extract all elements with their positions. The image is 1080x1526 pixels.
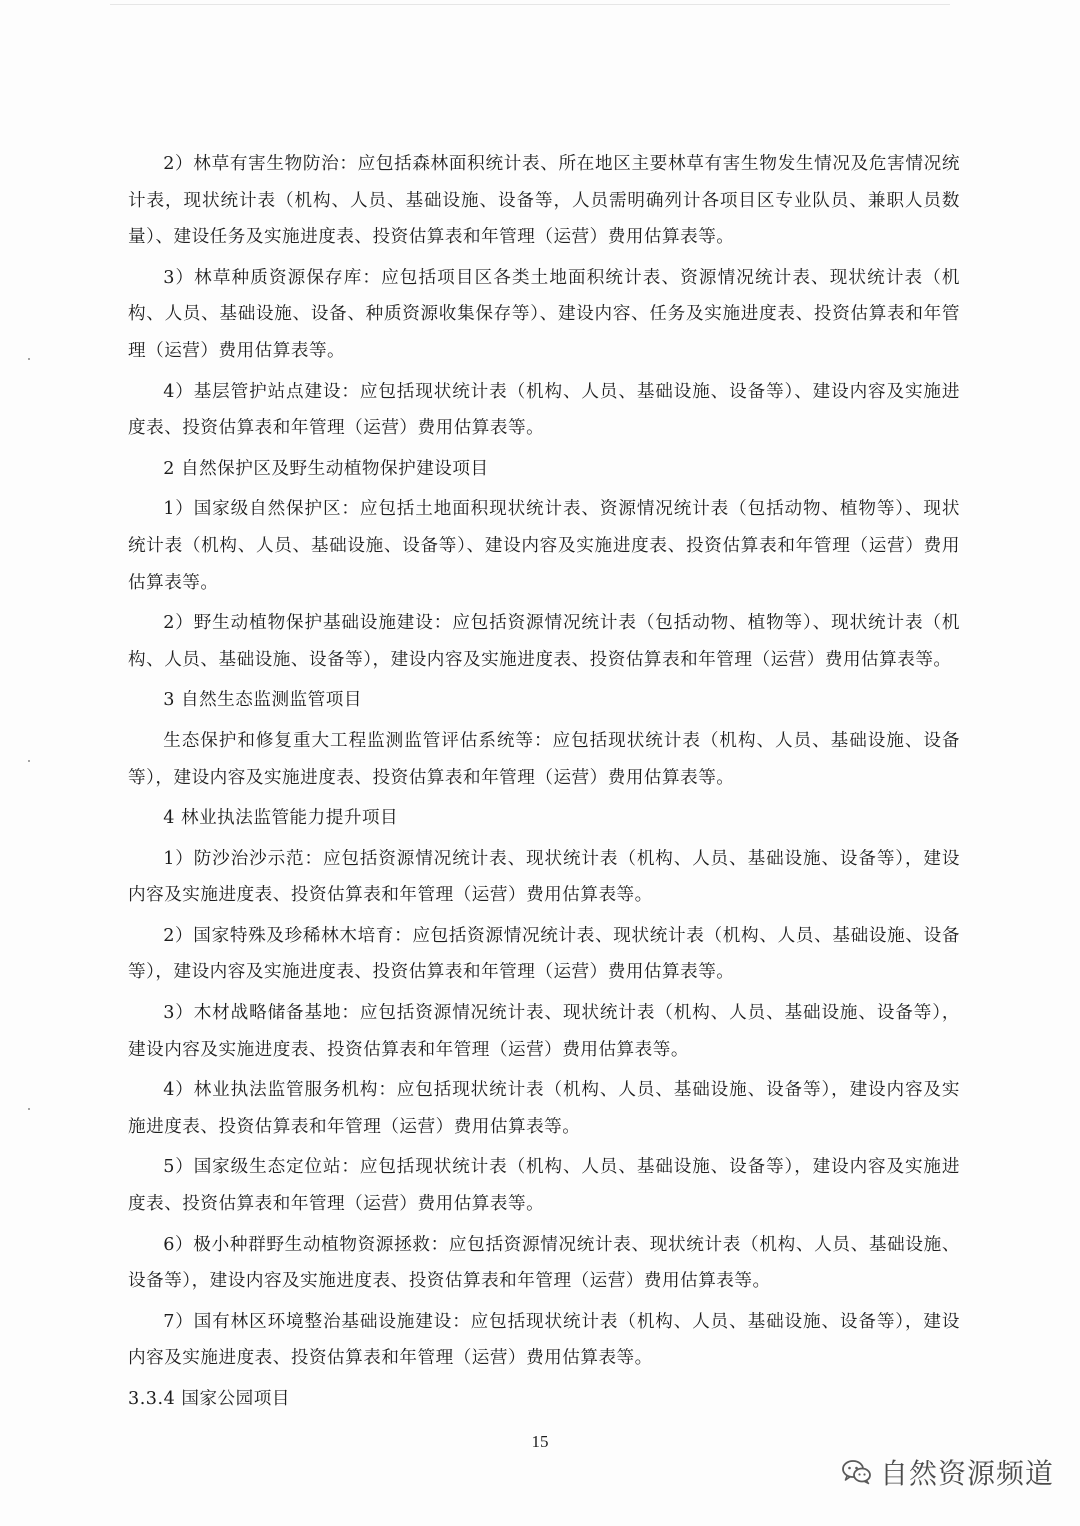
document-body [128,146,960,1422]
paragraph-timber-reserve: 3）木材战略储备基地：应包括资源情况统计表、现状统计表（机构、人员、基础设施、设备等），建设内容及实施进度表、投资估算表和年管理（运营）费用估算表等。 [128,1003,960,1060]
wechat-icon [842,1459,872,1485]
paragraph-pest-control: 2）林草有害生物防治：应包括森林面积统计表、所在地区主要林草有害生物发生情况及危害情况统计表，现状统计表（机构、人员、基础设施、设备等，人员需明确列计各项目区专业队员、兼职人员数量）、建设任务及实施进度表、投资估算表和年管理（运营）费用估算表等。 [128,154,960,248]
scan-speck [28,760,30,762]
paragraph-monitoring-system: 生态保护和修复重大工程监测监管评估系统等：应包括现状统计表（机构、人员、基础设施、设备等），建设内容及实施进度表、投资估算表和年管理（运营）费用估算表等。 [128,730,960,788]
page-number: 15 [531,1432,549,1451]
paragraph-enforcement-agency: 4）林业执法监管服务机构：应包括现状统计表（机构、人员、基础设施、设备等），建设内容及实施进度表、投资估算表和年管理（运营）费用估算表等。 [128,1080,960,1137]
paragraph-germplasm-bank: 3）林草种质资源保存库：应包括项目区各类土地面积统计表、资源情况统计表、现状统计表（机构、人员、基础设施、设备、种质资源收集保存等）、建设内容、任务及实施进度表、投资估算表和年管理（运营）费用估算表等。 [128,267,960,361]
paragraph-wildlife-infrastructure: 2）野生动植物保护基础设施建设：应包括资源情况统计表（包括动物、植物等）、现状统计表（机构、人员、基础设施、设备等），建设内容及实施进度表、投资估算表和年管理（运营）费用估算表等。 [128,613,960,670]
scan-speck [28,1108,30,1110]
scan-top-edge [110,4,950,5]
paragraph-grassroots-stations: 4）基层管护站点建设：应包括现状统计表（机构、人员、基础设施、设备等）、建设内容及实施进度表、投资估算表和年管理（运营）费用估算表等。 [128,381,960,439]
paragraph-desertification: 1）防沙治沙示范：应包括资源情况统计表、现状统计表（机构、人员、基础设施、设备等），建设内容及实施进度表、投资估算表和年管理（运营）费用估算表等。 [128,848,960,906]
paragraph-species-rescue: 6）极小种群野生动植物资源拯救：应包括资源情况统计表、现状统计表（机构、人员、基础设施、设备等），建设内容及实施进度表、投资估算表和年管理（运营）费用估算表等。 [128,1234,960,1292]
paragraph-ecological-station: 5）国家级生态定位站：应包括现状统计表（机构、人员、基础设施、设备等），建设内容及实施进度表、投资估算表和年管理（运营）费用估算表等。 [128,1157,960,1215]
channel-watermark [842,1452,1054,1492]
watermark-text: 自然资源频道 [879,1457,1054,1490]
heading-nature-reserve: 2 自然保护区及野生动植物保护建设项目 [163,458,489,479]
paragraph-rare-trees: 2）国家特殊及珍稀林木培育：应包括资源情况统计表、现状统计表（机构、人员、基础设施、设备等），建设内容及实施进度表、投资估算表和年管理（运营）费用估算表等。 [128,925,960,983]
paragraph-forest-environment: 7）国有林区环境整治基础设施建设：应包括现状统计表（机构、人员、基础设施、设备等），建设内容及实施进度表、投资估算表和年管理（运营）费用估算表等。 [128,1311,960,1369]
heading-law-enforcement: 4 林业执法监管能力提升项目 [163,808,399,829]
paragraph-national-reserve: 1）国家级自然保护区：应包括土地面积现状统计表、资源情况统计表（包括动物、植物等）、现状统计表（机构、人员、基础设施、设备等）、建设内容及实施进度表、投资估算表和年管理（运营）费用估算表等。 [128,499,960,593]
scan-speck [28,358,30,360]
heading-ecological-monitoring: 3 自然生态监测监管项目 [163,690,362,711]
section-heading-national-park: 3.3.4 国家公园项目 [128,1389,290,1409]
